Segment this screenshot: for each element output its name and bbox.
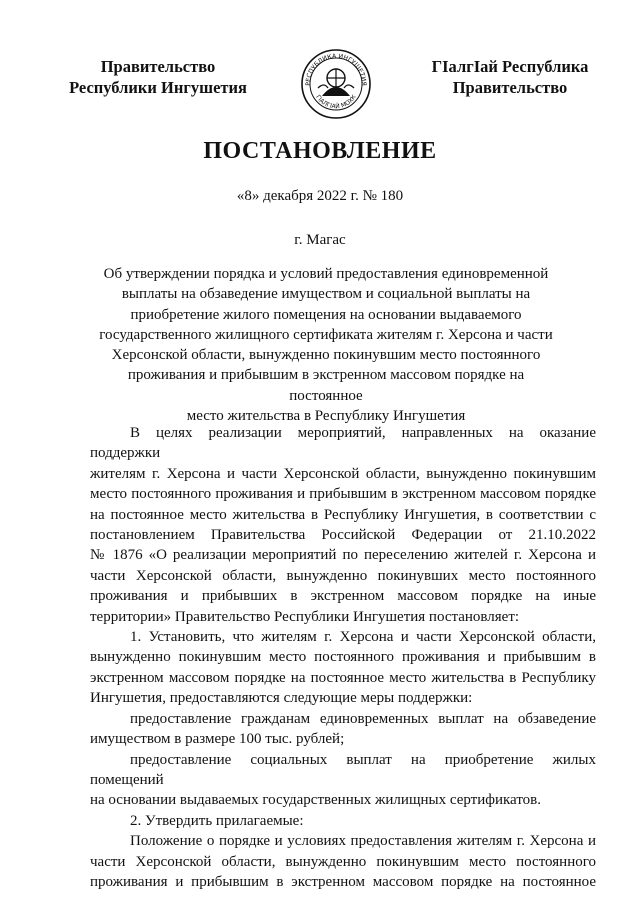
header-right-line1: ГIалгIай Республика [431,57,589,76]
document-city: г. Магас [294,232,346,248]
body-line: жителям г. Херсона и части Херсонской области, вынужденно покинувшим [90,465,596,482]
body-line: территории» Правительство Республики Ингушетия постановляет: [90,608,520,625]
subject-line: проживания и прибывшим в экстренном массовом порядке на постоянное [127,367,525,404]
subject-line: выплаты на обзаведение имуществом и социальной выплаты на [121,286,531,303]
coat-of-arms-emblem [300,48,372,120]
header-right-line2: Правительство [452,78,568,97]
document-subject [96,264,556,426]
subject-line: Херсонской области, вынужденно покинувшим место постоянного [111,347,541,364]
subject-line: место жительства в Республику Ингушетия [186,408,466,425]
body-line: предоставление социальных выплат на приобретение жилых помещений [90,751,596,788]
body-line: проживания и прибывших в экстренном массовом порядке на иные [90,588,596,605]
body-line: на постоянное место жительства в Республику Ингушетия, в соответствии с [90,506,596,523]
subject-line: государственного жилищного сертификата жителям г. Херсона и части [99,326,553,343]
body-line: экстренном массовом порядке на постоянное место жительства в Республику [90,669,596,686]
paragraph-item-1 [90,627,596,709]
body-line: 2. Утвердить прилагаемые: [130,812,304,829]
paragraph-measure-1 [90,709,596,750]
paragraph-measure-2 [90,750,596,811]
emblem-text-top: РЕСПУБЛИКА ИНГУШЕТИЯ [304,52,368,86]
body-line: предоставление гражданам единовременных выплат на обзаведение [130,710,596,727]
header-right [410,56,610,98]
body-line: место постоянного проживания и прибывшим в экстренном массовом порядке [90,486,596,503]
subject-line: приобретение жилого помещения на основании выдаваемого [130,306,522,323]
header-left [48,56,268,98]
body-line: Ингушетия, предоставляются следующие меры поддержки: [90,690,473,707]
body-line: В целях реализации мероприятий, направленных на оказание поддержки [90,425,596,462]
body-line: Положение о порядке и условиях предоставления жителям г. Херсона и [130,833,596,850]
paragraph-regulation [90,831,596,892]
document-body [90,423,596,892]
body-line: проживания и прибывшим в экстренном массовом порядке на постоянное [90,873,596,890]
body-line: № 1876 «О реализации мероприятий по переселению жителей г. Херсона и [90,547,596,564]
header-left-line1: Правительство [100,57,216,76]
body-line: вынужденно покинувшим место постоянного проживания и прибывшим в [90,649,596,666]
document-title: ПОСТАНОВЛЕНИЕ [203,138,437,164]
body-line: на основании выдаваемых государственных жилищных сертификатов. [90,792,542,809]
document-date: «8» декабря 2022 г. № 180 [236,188,404,204]
paragraph-item-2 [90,811,596,831]
header-left-line2: Республики Ингушетия [69,78,247,97]
body-line: части Херсонской области, вынужденно покинувшим место постоянного [90,853,596,870]
paragraph-preamble [90,423,596,627]
emblem-text-bottom: ГIАЛГIАЙ МОХК [314,93,358,111]
body-line: постановлением Правительства Российской Федерации от 21.10.2022 [90,527,596,544]
subject-line: Об утверждении порядка и условий предоставления единовременной [103,266,549,282]
body-line: имуществом в размере 100 тыс. рублей; [90,731,345,748]
body-line: 1. Установить, что жителям г. Херсона и части Херсонской области, [130,629,596,646]
body-line: части Херсонской области, вынужденно покинувших место постоянного [90,567,596,584]
